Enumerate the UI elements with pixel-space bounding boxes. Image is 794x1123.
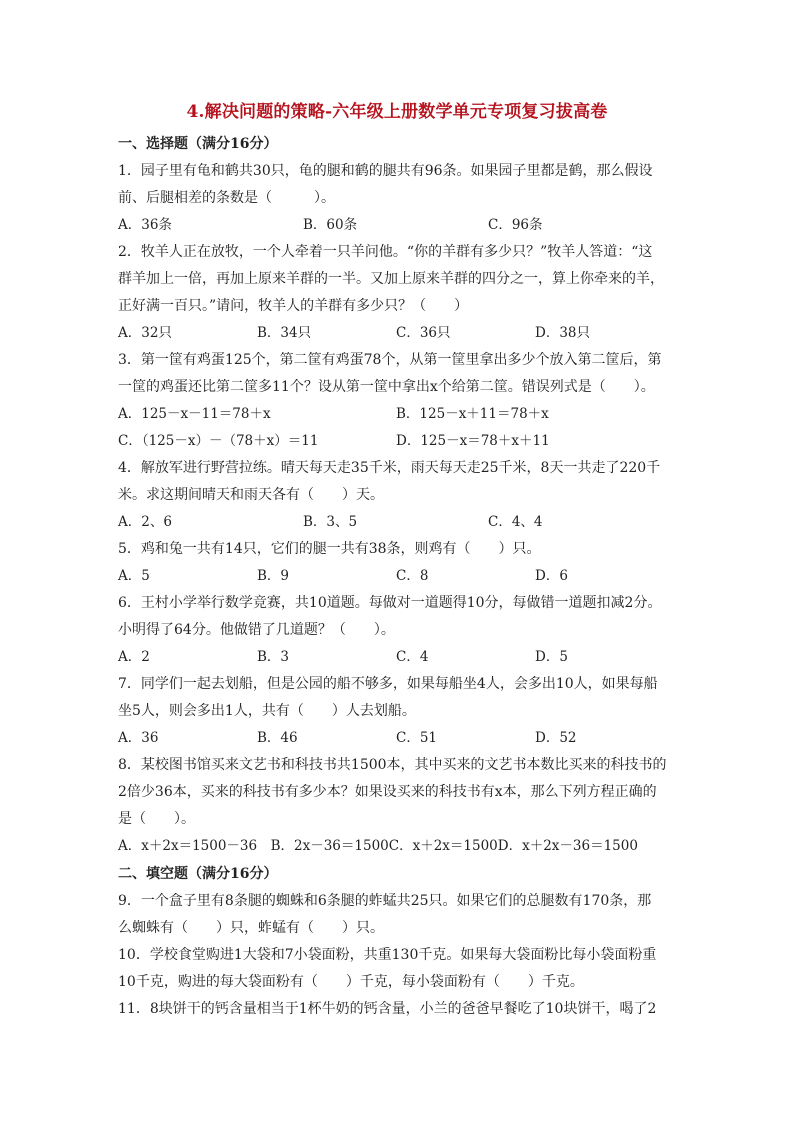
question-text: 11．8块饼干的钙含量相当于1杯牛奶的钙含量，小兰的爸爸早餐吃了10块饼干，喝了2 <box>118 1001 657 1017</box>
option-d: D．52 <box>535 730 577 746</box>
question-text: 3．第一筐有鸡蛋125个，第二筐有鸡蛋78个，从第一筐里拿出多少个放入第二筐后，第 <box>118 352 662 368</box>
question-text: 么蜘蛛有（ ）只，蚱蜢有（ ）只。 <box>118 920 384 936</box>
question-text: 10．学校食堂购进1大袋和7小袋面粉，共重130千克。如果每大袋面粉比每小袋面粉重 <box>118 947 657 963</box>
option-d: D．5 <box>535 649 568 665</box>
options-row <box>118 563 678 590</box>
question-9 <box>118 888 678 942</box>
question-text: 6．王村小学举行数学竞赛，共10道题。每做对一道题得10分，每做错一道题扣减2分。 <box>118 595 662 611</box>
option-c: C．8 <box>396 568 429 584</box>
option-b: B．60条 <box>303 217 358 233</box>
question-3 <box>118 347 678 455</box>
question-1 <box>118 158 678 239</box>
question-10 <box>118 942 678 996</box>
options-row <box>118 509 678 536</box>
question-text: 4．解放军进行野营拉练。晴天每天走35千米，雨天每天走25千米，8天一共走了220千 <box>118 460 661 476</box>
option-c: C．4、4 <box>488 514 543 530</box>
options-row <box>118 644 678 671</box>
question-text: 2倍少36本，买来的科技书有多少本？如果设买来的科技书有x本，那么下列方程正确的 <box>118 784 657 800</box>
options-row <box>118 320 678 347</box>
question-7 <box>118 671 678 752</box>
options-row <box>118 212 678 239</box>
option-c: C．（125－x）－（78＋x）＝11 <box>118 433 319 449</box>
option-b: B．46 <box>257 730 298 746</box>
question-text: 2．牧羊人正在放牧，一个人牵着一只羊问他。“你的羊群有多少只？”牧羊人答道：“这 <box>118 244 653 260</box>
question-text: 1．园子里有龟和鹤共30只，龟的腿和鹤的腿共有96条。如果园子里都是鹤，那么假设 <box>118 163 653 179</box>
option-a: A．36 <box>118 730 159 746</box>
question-text: 坐5人，则会多出1人，共有（ ）人去划船。 <box>118 703 416 719</box>
question-text: 7．同学们一起去划船，但是公园的船不够多，如果每船坐4人，会多出10人，如果每船 <box>118 676 658 692</box>
options-row <box>118 725 678 752</box>
question-text: 米。求这期间晴天和雨天各有（ ）天。 <box>118 487 384 503</box>
question-11 <box>118 996 678 1023</box>
option-a: A．125－x－11＝78＋x <box>118 406 271 422</box>
question-text: 小明得了64分。他做错了几道题？（ ）。 <box>118 622 395 638</box>
question-6 <box>118 590 678 671</box>
page-title: 4.解决问题的策略-六年级上册数学单元专项复习拔高卷 <box>186 102 608 122</box>
question-8 <box>118 752 678 860</box>
option-a: A．5 <box>118 568 150 584</box>
question-5 <box>118 536 678 590</box>
question-text: 5．鸡和兔一共有14只，它们的腿一共有38条，则鸡有（ ）只。 <box>118 541 541 557</box>
option-a: A．32只 <box>118 325 172 341</box>
question-text: 正好满一百只。”请问，牧羊人的羊群有多少只？（ ） <box>118 298 469 314</box>
question-2 <box>118 239 678 347</box>
worksheet-content <box>118 130 678 1023</box>
option-c: C．36只 <box>396 325 451 341</box>
option-b: B．3、5 <box>303 514 358 530</box>
option-c: C．4 <box>396 649 429 665</box>
options-row <box>118 401 678 428</box>
question-text: 群羊加上一倍，再加上原来羊群的一半。又加上原来羊群的四分之一，算上你牵来的羊， <box>118 271 664 287</box>
question-text: 8．某校图书馆买来文艺书和科技书共1500本，其中买来的文艺书本数比买来的科技书的 <box>118 757 667 773</box>
option-a: A．2 <box>118 649 150 665</box>
section-heading-fill: 二、填空题（满分16分） <box>118 866 278 882</box>
option-d: D．125－x＝78＋x＋11 <box>396 433 550 449</box>
option-b: B．34只 <box>257 325 312 341</box>
question-text: 9．一个盒子里有8条腿的蜘蛛和6条腿的蚱蜢共25只。如果它们的总腿数有170条，那 <box>118 893 652 909</box>
option-c: C．51 <box>396 730 438 746</box>
question-text: 前、后腿相差的条数是（ ）。 <box>118 190 335 206</box>
option-b: B．125－x＋11＝78＋x <box>396 406 549 422</box>
options-row: A．x＋2x＝1500－36 B．2x－36＝1500C．x＋2x＝1500D．x＋2x－36＝1500 <box>118 838 638 854</box>
question-text: 是（ ）。 <box>118 811 195 827</box>
question-4 <box>118 455 678 536</box>
option-d: D．6 <box>535 568 568 584</box>
option-d: D．38只 <box>535 325 591 341</box>
options-row <box>118 428 678 455</box>
section-heading-choice: 一、选择题（满分16分） <box>118 136 278 152</box>
option-b: B．9 <box>257 568 290 584</box>
option-b: B．3 <box>257 649 290 665</box>
option-a: A．36条 <box>118 217 172 233</box>
option-a: A．2、6 <box>118 514 172 530</box>
question-text: 一筐的鸡蛋还比第二筐多11个？设从第一筐中拿出x个给第二筐。错误列式是（ ）。 <box>118 379 655 395</box>
question-text: 10千克，购进的每大袋面粉有（ ）千克，每小袋面粉有（ ）千克。 <box>118 974 584 990</box>
option-c: C．96条 <box>488 217 543 233</box>
